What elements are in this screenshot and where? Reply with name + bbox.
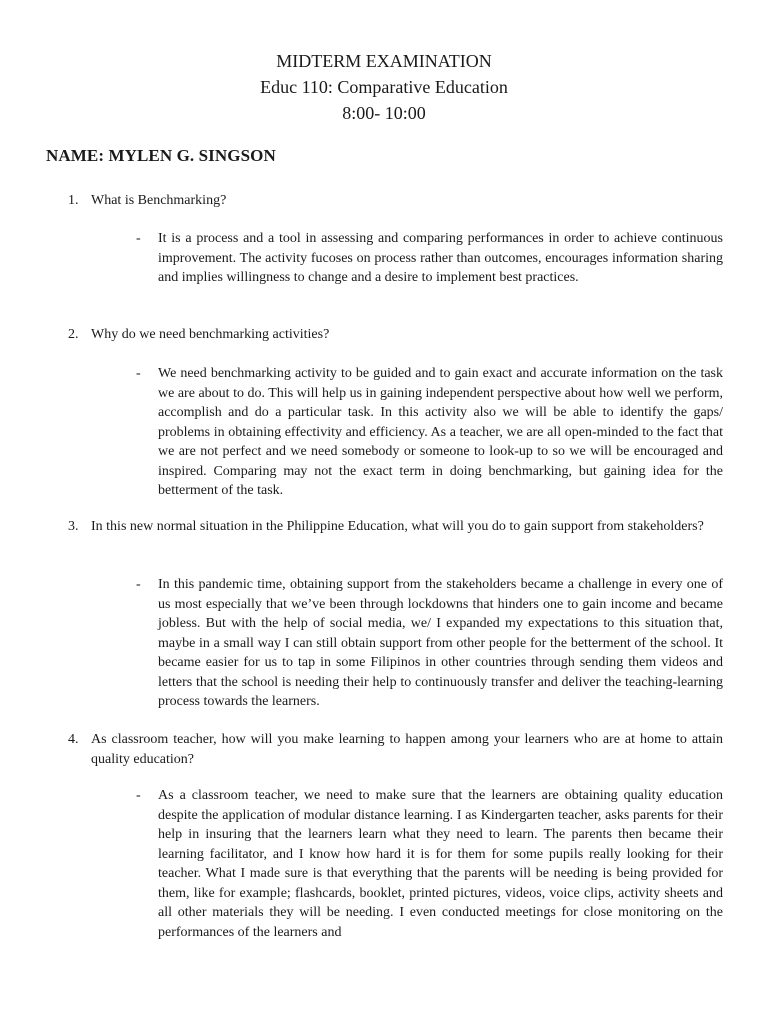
question-1 <box>68 191 723 211</box>
student-name: NAME: MYLEN G. SINGSON <box>46 146 276 165</box>
answer-text: In this pandemic time, obtaining support from the stakeholders became a challenge in every one of us most especially that we’ve been through lockdowns that hinders one to gain income and became jobless. But with the help of social media, we/ I expanded my expectations to this situation that, maybe in a small way I can still obtain support from other people for the betterment of the school. It became easier for us to tap in some Filipinos in other countries through sending them videos and letters that the school is needing their help to continuously transfer and deliver the teaching-learning process towards the learners. <box>158 577 723 709</box>
answer-3 <box>136 575 723 712</box>
question-number: 4. <box>68 732 79 747</box>
question-4 <box>68 730 723 769</box>
answer-text: We need benchmarking activity to be guided and to gain exact and accurate information on the task we are about to do. This will help us in gaining independent perspective about how well we perform, accomplish and do a particular task. In this activity also we will be able to identify the gaps/ problems in obtaining effectivity and efficiency. As a teacher, we are all open-minded to the fact that we are not perfect and we need somebody or someone to look-up to so we will be encouraged and inspired. Comparing may not the exact term in doing benchmarking, but gaining idea for the betterment of the task. <box>158 366 723 498</box>
question-text: What is Benchmarking? <box>91 193 227 208</box>
question-number: 1. <box>68 193 79 208</box>
question-text: As classroom teacher, how will you make learning to happen among your learners who are at home to attain quality education? <box>91 732 723 767</box>
answer-text: As a classroom teacher, we need to make sure that the learners are obtaining quality education despite the application of modular distance learning. I as Kindergarten teacher, asks parents for their help in insuring that the learners learn what they need to learn. The parents then became their learning facilitator, and I know how hard it is for them for some pupils really looking for their teacher. What I made sure is that everything that the parents will be needing is being provided for them, like for example; flashcards, booklet, printed pictures, videos, voice clips, activity sheets and all other materials they will be needing. I even conducted meetings for close monitoring on the performances of the learners and <box>158 788 723 940</box>
answer-text: It is a process and a tool in assessing and comparing performances in order to achieve continuous improvement. The activity fucoses on process rather than outcomes, encourages information sharing and implies willingness to change and a desire to implement best practices. <box>158 231 723 285</box>
answer-1 <box>136 229 723 288</box>
answer-2 <box>136 364 723 501</box>
question-text: Why do we need benchmarking activities? <box>91 327 330 342</box>
answer-bullet: - <box>136 788 141 803</box>
exam-title: MIDTERM EXAMINATION <box>276 51 492 71</box>
question-number: 3. <box>68 519 79 534</box>
question-2 <box>68 325 723 345</box>
question-3 <box>68 517 723 537</box>
answer-bullet: - <box>136 577 141 592</box>
question-text: In this new normal situation in the Philippine Education, what will you do to gain support from stakeholders? <box>91 519 704 534</box>
question-number: 2. <box>68 327 79 342</box>
exam-header <box>0 0 768 126</box>
answer-bullet: - <box>136 366 141 381</box>
course-title: Educ 110: Comparative Education <box>260 77 508 97</box>
answer-4 <box>136 786 723 942</box>
exam-time: 8:00- 10:00 <box>342 103 426 123</box>
answer-bullet: - <box>136 231 141 246</box>
